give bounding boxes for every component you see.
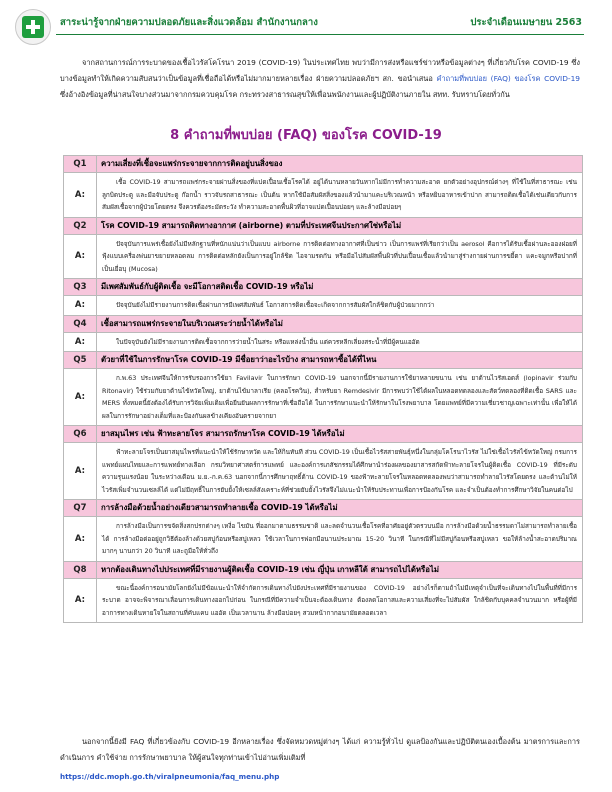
answer-text: ปัจจุบันยังไม่มีรายงานการติดเชื้อผ่านการมีเพศสัมพันธ์ โอกาสการติดเชื้อจะเกิดจากการสัมผัสใกล้ชิดกับผู้ป่วยมากกว่า: [97, 296, 583, 316]
answer-text: การล้างมือเป็นการขจัดสิ่งสกปรกต่างๆ เหงื่อ ไขมัน ที่ออกมาตามธรรมชาติ และลดจำนวนเชื้อโรคที่อาศัยอยู่ตัวตรวบนมือ การล้างมือด้วยน้ำธรรมดาไม่สามารถทำลายเชื้อได้ การล้างมือต่ออยู่ถูกวิธีต้องล้างด้วยสบู่ก้อนหรือสบู่เหลว ใช้เวลาในการฟอกมือนานประมาณ 15-20 วินาที ในกรณีที่ไม่มีสบู่ก้อนหรือสบู่เหลว ขอให้ล้างน้ำสะอาดปริมาณมากๆ นานกว่า 20 วินาที และถูมือให้ทั่วถึง: [97, 517, 583, 562]
question-text: ความเสี่ยงที่เชื้อจะแพร่กระจายจากการติดอยู่บนสิ่งของ: [97, 156, 583, 173]
faq-question-row: [64, 315, 583, 332]
question-text: มีเพศสัมพันธ์กับผู้ติดเชื้อ จะมีโอกาสติดเชื้อ COVID-19 หรือไม่: [97, 279, 583, 296]
answer-text: ปัจจุบันการแพร่เชื้อยังไม่มีหลักฐานที่หนักแน่นว่าเป็นแบบ airborne การติดต่อทางอากาศที่เป็นข่าว เป็นการแพร่ที่เรียกว่าเป็น aerosol คือการได้รับเชื้อผ่านละอองฝอยที่ฟุ้งแบบเครื่องพ่นยาขยายหลอดลม การติดต่อหลักยังเป็นการอยู่ใกล้ชิด ไอจามรดกัน หรือมือไปสัมผัสพื้นผิวที่ปนเปื้อนเชื้อแล้วนำมาสู่ร่างกายผ่านการขยี้ตา แคะจมูกหรือปากที่เป็นเยื่อบุ (Mucosa): [97, 234, 583, 279]
intro-text-start: จากสถานการณ์การระบาดของเชื้อไวรัสโคโรนา 2019 (COVID-19) ในประเทศไทย พบว่ามีการส่งหรือแชร์ข่าวหรือข้อมูลต่างๆ ที่เกี่ยวกับโรค COVID-19 ซึ่งบางข้อมูลทำให้เกิดความสับสนว่าเป็นข้อมูลที่เชื่อถือได้หรือไม่มากมายหลายเรื่อง ฝ่ายความปลอดภัยฯ สก. ขอนำเสนอ: [60, 58, 580, 83]
faq-question-row: [64, 156, 583, 173]
answer-label: A:: [64, 369, 97, 426]
question-text: โรค COVID-19 สามารถติดทางอากาศ (airborne) ตามที่ประเทศจีนประกาศใช่หรือไม่: [97, 217, 583, 234]
faq-question-row: [64, 279, 583, 296]
faq-question-row: [64, 352, 583, 369]
header-date: ประจำเดือนเมษายน 2563: [470, 17, 582, 28]
question-number: Q3: [64, 279, 97, 296]
question-number: Q1: [64, 156, 97, 173]
page-title: 8 คำถามที่พบบ่อย (FAQ) ของโรค COVID-19: [170, 128, 442, 143]
answer-label: A:: [64, 578, 97, 623]
question-number: Q5: [64, 352, 97, 369]
footer-paragraph: นอกจากนี้ยังมี FAQ ที่เกี่ยวข้องกับ COVID-19 อีกหลายเรื่อง ซึ่งจัดหมวดหมู่ต่างๆ ได้แก่ ความรู้ทั่วไป ดูแลป้องกันและปฏิบัติตนเองเบื้องต้น มาตรการและการดำเนินการ คำใช้จ่าย การรักษาพยาบาล ให้ผู้สนใจทุกท่านเข้าไปอ่านเพิ่มเติมที่: [60, 737, 580, 762]
faq-answer-row: [64, 234, 583, 279]
faq-table: [63, 155, 583, 623]
question-text: ตัวยาที่ใช้ในการรักษาโรค COVID-19 มีชื่อยาว่าอะไรบ้าง สามารถหาซื้อได้ที่ไหน: [97, 352, 583, 369]
question-number: Q8: [64, 561, 97, 578]
faq-answer-row: [64, 296, 583, 316]
answer-text: ฟ้าทะลายโจรเป็นยาสมุนไพรที่แนะนำให้ใช้รักษาหวัด และให้กินทันที ส่วน COVID-19 เป็นเชื้อไวรัสสายพันธุ์หนึ่งในกลุ่มโคโรนาไวรัส ไม่ใช่เชื้อไวรัสไข้หวัดใหญ่ กรมการแพทย์แผนไทยและการแพทย์ทางเลือก กรมวิทยาศาสตร์การแพทย์ และองค์การเภสัชกรรมได้ศึกษานำร่องผลของยาสารสกัดฟ้าทะลายโจรในผู้ติดเชื้อ COVID-19 ที่มีระดับความรุนแรงน้อย ในระหว่างเดือน ม.ย.-ก.ค.63 นอกจากนี้การศึกษาฤทธิ์ต้าน COVID-19 ของฟ้าทะลายโจรในหลอดทดลองพบว่าสามารถทำลายไวรัสโดยตรง และต้านไม่ให้ไวรัสเพิ่มจำนวนเซลล์ได้ แต่ไม่มีฤทธิ์ในการยับยั้งให้เซลล์สังเคราะห์ที่ช่วยยับยั้งไวรัสจึงไม่แนะนำให้รับประทานเพื่อการป้องกันโรค และจำเป็นต้องทำการศึกษาวิจัยในคนต่อไป: [97, 443, 583, 500]
intro-text-end: ซึ่งอ้างอิงข้อมูลที่น่าสนใจบางส่วนมาจากกรมควบคุมโรค กระทรวงสาธารณสุขให้เพื่อนพนักงานและผู้ปฏิบัติงานภายใน สทท. รับทราบโดยทั่วกัน: [60, 89, 510, 99]
intro-faq-link[interactable]: คำถามที่พบบ่อย (FAQ) ของโรค COVID-19: [436, 73, 580, 83]
faq-question-row: [64, 500, 583, 517]
question-text: การล้างมือด้วยน้ำอย่างเดียวสามารถทำลายเชื้อ COVID-19 ได้หรือไม่: [97, 500, 583, 517]
faq-answer-row: [64, 173, 583, 218]
question-number: Q4: [64, 315, 97, 332]
answer-text: ขณะนี้องค์การอนามัยโลกยังไม่มีข้อแนะนำให้จำกัดการเดินทางไปยังประเทศที่มีรายงานของ COVID-19 อย่างไรก็ตามถ้าไม่มีเหตุจำเป็นที่จะเดินทางไปในพื้นที่ที่มีการระบาด อาจจะพิจารณาเลื่อนการเดินทางออกไปก่อน ในกรณีที่มีความจำเป็นจะต้องเดินทาง ต้องลดโอกาสและความเสี่ยงที่จะไปสัมผัส ใกล้ชิดกับบุคคลจำนวนมาก หรือผู้ที่มีอาการทางเดินหายใจในสถานที่คับแคบ แออัด เป็นเวลานาน ล้างมือบ่อยๆ สวมหน้ากากอนามัยตลอดเวลา: [97, 578, 583, 623]
header-divider: [56, 34, 584, 35]
faq-answer-row: [64, 443, 583, 500]
question-text: เชื้อสามารถแพร่กระจายในบริเวณสระว่ายน้ำได้หรือไม่: [97, 315, 583, 332]
answer-label: A:: [64, 332, 97, 352]
intro-paragraph: [60, 55, 580, 102]
header-title: สาระน่ารู้จากฝ่ายความปลอดภัยและสิ่งแวดล้อม สำนักงานกลาง: [60, 17, 318, 28]
faq-answer-row: [64, 517, 583, 562]
answer-label: A:: [64, 443, 97, 500]
question-number: Q7: [64, 500, 97, 517]
answer-label: A:: [64, 296, 97, 316]
faq-answer-row: [64, 369, 583, 426]
answer-text: เชื้อ COVID-19 สามารถแพร่กระจายผ่านสิ่งของที่แปดเปื้อนเชื้อโรคได้ อยู่ได้นานหลายวันหากไม่มีการทำความสะอาด ยกตัวอย่างอุปกรณ์ต่างๆ ที่ใช้ในที่สาธารณะ เช่น ลูกบิดประตู และมือจับประตู ก๊อกน้ำ ราวจับรถสาธารณะ เป็นต้น หากใช้มือสัมผัสสิ่งของแล้วนำมาแคะบริเวณหน้า หรือหยิบอาหารเข้าปาก สามารถติดเชื้อได้เช่นเดียวกับการสัมผัสเชื้อจากผู้ป่วยโดยตรง จึงควรต้องระมัดระวัง ทำความสะอาดพื้นผิวที่อาจแปดเปื้อนบ่อยๆ และล้างมือบ่อยๆ: [97, 173, 583, 218]
answer-text: ก.พ.63 ประเทศจีนให้การรับรองการใช้ยา Favilavir ในการรักษา COVID-19 นอกจากนี้มีรายงานการใช้ยาหลายขนาน เช่น ยาต้านไวรัสเอดส์ (lopinavir ร่วมกับ Ritonavir) ใช้ร่วมกับยาต้านไข้หวัดใหญ่, ยาต้านไข้มาลาเรีย (คลอโรควิน), สำหรับยา Remdesivir มีการพบว่าใช้ได้ผลในหลอดทดลองและสัตว์ทดลองที่ติดเชื้อ SARS และ MERS ทั้งหมดนี้ยังต้องได้รับการวิจัยเพิ่มเติมเพื่อยืนยันผลการรักษาที่เชื่อถือได้ ในการรักษาแนะนำให้รักษาในโรงพยาบาล โดยแพทย์ที่มีความเชี่ยวชาญเฉพาะเท่านั้น เพื่อให้ได้ผลในการรักษาอย่างเต็มที่และป้องกันผลข้างเคียงอันตรายจากยา: [97, 369, 583, 426]
faq-answer-row: [64, 332, 583, 352]
question-text: ยาสมุนไพร เช่น ฟ้าทะลายโจร สามารถรักษาโรค COVID-19 ได้หรือไม่: [97, 426, 583, 443]
footer-link[interactable]: https://ddc.moph.go.th/viralpneumonia/faq_menu.php: [60, 772, 280, 781]
question-text: หากต้องเดินทางไปประเทศที่มีรายงานผู้ติดเชื้อ COVID-19 เช่น ญี่ปุ่น เกาหลีใต้ สามารถไปได้หรือไม่: [97, 561, 583, 578]
faq-answer-row: [64, 578, 583, 623]
page-header: [0, 0, 612, 46]
question-number: Q2: [64, 217, 97, 234]
faq-question-row: [64, 561, 583, 578]
question-number: Q6: [64, 426, 97, 443]
faq-question-row: [64, 426, 583, 443]
answer-label: A:: [64, 517, 97, 562]
faq-question-row: [64, 217, 583, 234]
ministry-logo: [15, 9, 51, 45]
cross-icon: [22, 16, 44, 38]
answer-text: ในปัจจุบันยังไม่มีรายงานการติดเชื้อจากการว่ายน้ำในสระ หรือแหล่งน้ำอื่น แต่ควรหลีกเลี่ยงสระน้ำที่มีผู้คนแออัด: [97, 332, 583, 352]
answer-label: A:: [64, 234, 97, 279]
answer-label: A:: [64, 173, 97, 218]
